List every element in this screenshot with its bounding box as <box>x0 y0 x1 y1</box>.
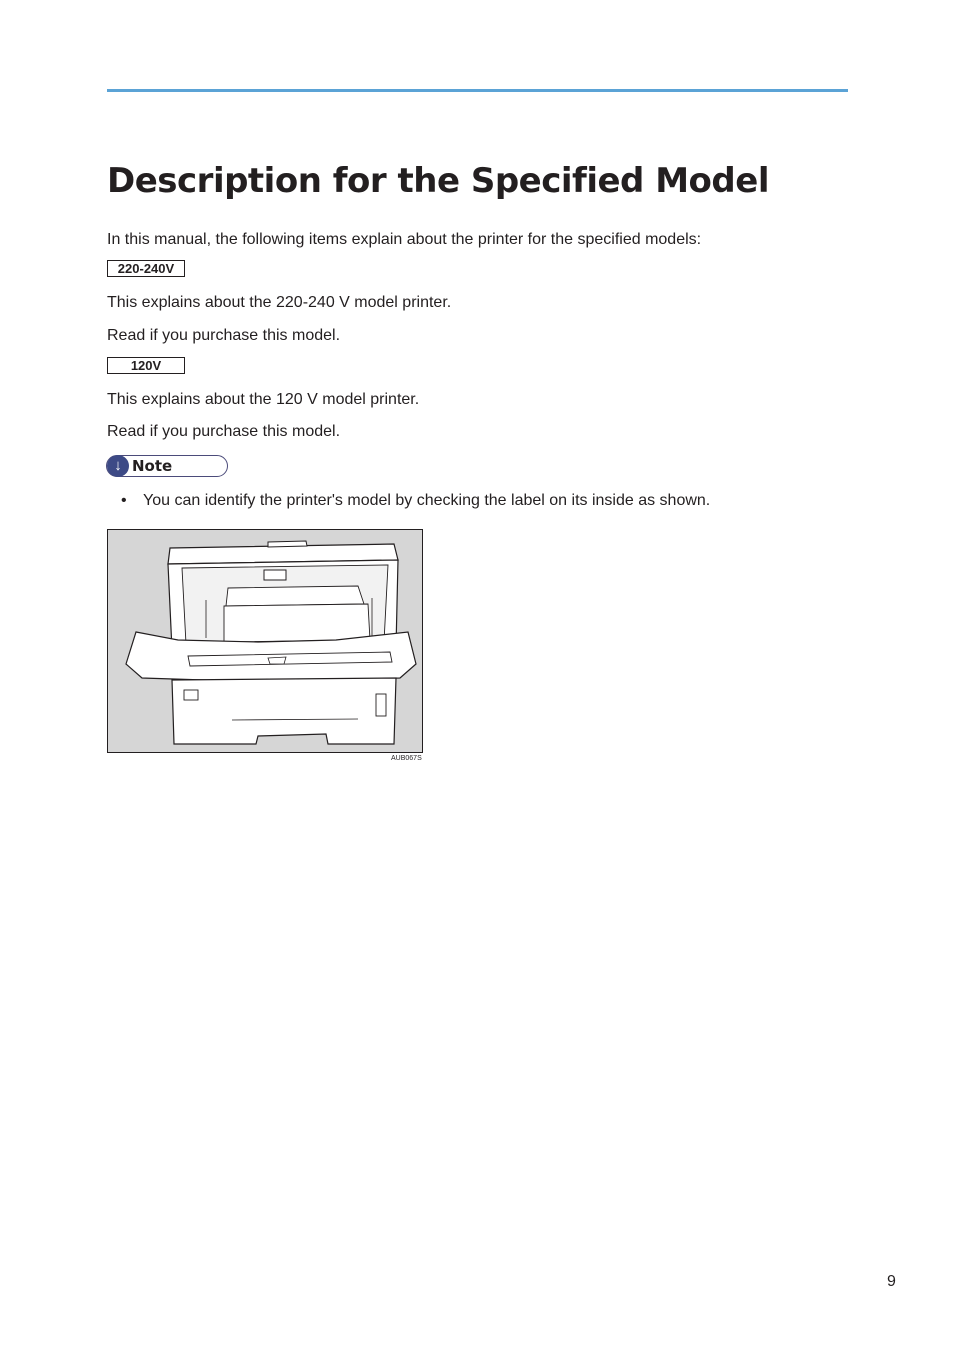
bullet-icon: • <box>121 492 127 509</box>
intro-text: In this manual, the following items explain about the printer for the specified models: <box>107 231 702 248</box>
down-arrow-icon: ↓ <box>107 455 129 477</box>
page-number: 9 <box>887 1273 896 1290</box>
note-heading <box>106 455 228 477</box>
note-bullet-text: You can identify the printer's model by checking the label on its inside as shown. <box>143 492 711 509</box>
printer-illustration <box>107 529 423 753</box>
note-label: Note <box>132 457 173 475</box>
model-220-240v-instruction: Read if you purchase this model. <box>107 327 341 344</box>
model-120v-description: This explains about the 120 V model printer. <box>107 391 420 408</box>
figure-code: AUB067S <box>391 755 422 762</box>
model-120v-instruction: Read if you purchase this model. <box>107 423 341 440</box>
printer-open-drawing <box>108 530 422 752</box>
model-tag-120v: 120V <box>107 357 185 374</box>
page-title: Description for the Specified Model <box>107 161 769 201</box>
model-220-240v-description: This explains about the 220-240 V model printer. <box>107 294 452 311</box>
header-rule <box>107 89 848 92</box>
model-tag-220-240v: 220-240V <box>107 260 185 277</box>
